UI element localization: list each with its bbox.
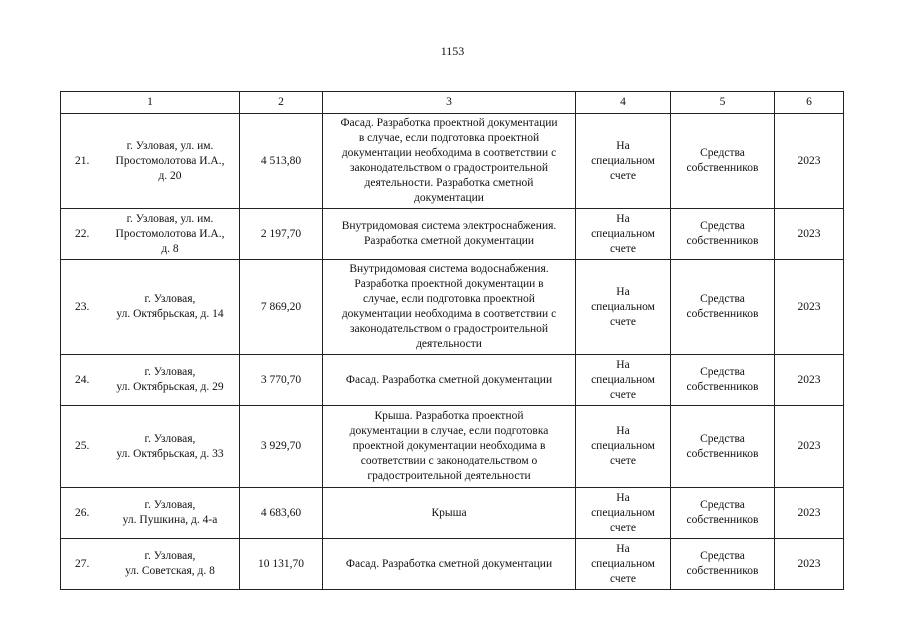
method-line: На bbox=[616, 139, 630, 152]
method-cell bbox=[576, 209, 671, 260]
method-line: специальном bbox=[591, 506, 655, 519]
cost-cell: 7 869,20 bbox=[240, 260, 323, 355]
row-number: 21. bbox=[75, 154, 90, 167]
work-line: документации необходима в соответствии с bbox=[341, 308, 557, 320]
work-line: градостроительной деятельности bbox=[367, 470, 531, 482]
table-row bbox=[61, 406, 844, 488]
source-line: Средства bbox=[700, 550, 745, 562]
method-line: На bbox=[616, 285, 630, 298]
address-cell bbox=[61, 209, 240, 260]
header-row bbox=[61, 92, 844, 114]
row-number: 22. bbox=[75, 227, 90, 240]
address-line: г. Узловая, bbox=[144, 366, 196, 378]
method-cell bbox=[576, 539, 671, 590]
source-line: Средства bbox=[700, 147, 745, 159]
source-line: Средства bbox=[700, 366, 745, 378]
source-line: Средства bbox=[700, 432, 745, 445]
method-cell bbox=[576, 488, 671, 539]
source-line: собственников bbox=[686, 447, 759, 460]
source-cell bbox=[671, 406, 775, 488]
work-line: Фасад. Разработка сметной документации bbox=[345, 373, 553, 386]
address-line: Простомолотова И.А., bbox=[115, 154, 225, 167]
address-line: ул. Пушкина, д. 4-а bbox=[122, 514, 218, 526]
method-line: специальном bbox=[591, 300, 655, 313]
address-cell bbox=[61, 539, 240, 590]
work-line: деятельности bbox=[416, 338, 482, 350]
address-line: г. Узловая, bbox=[144, 550, 196, 562]
row-number: 26. bbox=[75, 506, 90, 519]
address-line: д. 8 bbox=[161, 242, 179, 255]
address-cell bbox=[61, 406, 240, 488]
method-line: счете bbox=[610, 388, 636, 401]
work-line: в случае, если подготовка проектной bbox=[358, 132, 540, 144]
cost-cell: 3 770,70 bbox=[240, 355, 323, 406]
row-number: 23. bbox=[75, 300, 90, 313]
work-line: Фасад. Разработка сметной документации bbox=[345, 557, 553, 570]
method-line: счете bbox=[610, 521, 636, 534]
method-line: счете bbox=[610, 315, 636, 328]
work-cell bbox=[323, 209, 576, 260]
year-cell: 2023 bbox=[775, 488, 844, 539]
year-cell: 2023 bbox=[775, 539, 844, 590]
work-cell bbox=[323, 539, 576, 590]
work-line: законодательством о градостроительной bbox=[349, 162, 549, 174]
method-line: На bbox=[616, 425, 630, 437]
address-line: ул. Октябрьская, д. 33 bbox=[116, 447, 224, 460]
source-cell bbox=[671, 488, 775, 539]
table-row bbox=[61, 488, 844, 539]
column-header: 6 bbox=[775, 92, 844, 114]
address-text bbox=[105, 212, 235, 257]
method-cell bbox=[576, 355, 671, 406]
work-cell bbox=[323, 260, 576, 355]
work-line: законодательством о градостроительной bbox=[349, 323, 549, 335]
source-line: Средства bbox=[700, 293, 745, 305]
work-line: Крыша. Разработка проектной bbox=[374, 410, 524, 422]
method-line: счете bbox=[610, 572, 636, 585]
work-cell bbox=[323, 406, 576, 488]
source-line: собственников bbox=[686, 381, 759, 393]
column-header: 5 bbox=[671, 92, 775, 114]
address-cell bbox=[61, 260, 240, 355]
address-cell bbox=[61, 488, 240, 539]
year-cell: 2023 bbox=[775, 114, 844, 209]
method-cell bbox=[576, 406, 671, 488]
address-cell bbox=[61, 114, 240, 209]
source-line: собственников bbox=[686, 162, 759, 174]
work-cell bbox=[323, 355, 576, 406]
column-header: 3 bbox=[323, 92, 576, 114]
work-line: проектной документации необходима в bbox=[352, 440, 546, 452]
address-line: ул. Октябрьская, д. 14 bbox=[116, 308, 224, 320]
work-line: случае, если подготовка проектной bbox=[363, 293, 535, 305]
year-cell: 2023 bbox=[775, 209, 844, 260]
row-number: 27. bbox=[75, 557, 90, 570]
address-line: г. Узловая, ул. им. bbox=[126, 212, 214, 225]
cost-cell: 2 197,70 bbox=[240, 209, 323, 260]
row-number: 24. bbox=[75, 373, 90, 386]
method-cell bbox=[576, 260, 671, 355]
column-header: 1 bbox=[61, 92, 240, 114]
address-text bbox=[105, 139, 235, 184]
method-line: специальном bbox=[591, 373, 655, 386]
source-cell bbox=[671, 355, 775, 406]
table-row bbox=[61, 355, 844, 406]
method-line: На bbox=[616, 212, 630, 225]
method-line: счете bbox=[610, 242, 636, 255]
work-line: Внутридомовая система электроснабжения. bbox=[341, 220, 557, 232]
source-line: собственников bbox=[686, 308, 759, 320]
work-line: Внутридомовая система водоснабжения. bbox=[349, 263, 549, 275]
work-line: документации необходима в соответствии с bbox=[341, 147, 557, 159]
cost-cell: 4 513,80 bbox=[240, 114, 323, 209]
column-header: 4 bbox=[576, 92, 671, 114]
method-line: счете bbox=[610, 169, 636, 182]
address-text bbox=[105, 432, 235, 462]
method-line: специальном bbox=[591, 557, 655, 570]
source-line: собственников bbox=[686, 514, 759, 526]
year-cell: 2023 bbox=[775, 355, 844, 406]
table-row bbox=[61, 114, 844, 209]
method-line: специальном bbox=[591, 227, 655, 240]
page-number: 1153 bbox=[440, 44, 465, 58]
address-line: г. Узловая, bbox=[144, 499, 196, 511]
year-cell: 2023 bbox=[775, 406, 844, 488]
address-line: г. Узловая, ул. им. bbox=[126, 139, 214, 152]
address-line: г. Узловая, bbox=[144, 293, 196, 305]
source-cell bbox=[671, 539, 775, 590]
address-line: г. Узловая, bbox=[144, 432, 196, 445]
table-row bbox=[61, 539, 844, 590]
method-cell bbox=[576, 114, 671, 209]
address-line: Простомолотова И.А., bbox=[115, 227, 225, 240]
work-line: соответствии с законодательством о bbox=[360, 455, 538, 467]
table-row bbox=[61, 209, 844, 260]
method-line: специальном bbox=[591, 440, 655, 452]
address-text bbox=[105, 549, 235, 579]
year-cell: 2023 bbox=[775, 260, 844, 355]
source-cell bbox=[671, 260, 775, 355]
work-cell bbox=[323, 114, 576, 209]
address-cell bbox=[61, 355, 240, 406]
row-number: 25. bbox=[75, 440, 90, 452]
method-line: На bbox=[616, 358, 630, 371]
address-text bbox=[105, 292, 235, 322]
column-header: 2 bbox=[240, 92, 323, 114]
registry-table bbox=[60, 91, 844, 590]
work-line: Разработка сметной документации bbox=[363, 235, 535, 247]
method-line: счете bbox=[610, 455, 636, 467]
source-line: Средства bbox=[700, 220, 745, 232]
source-line: собственников bbox=[686, 235, 759, 247]
method-line: На bbox=[616, 491, 630, 504]
address-text bbox=[105, 498, 235, 528]
address-text bbox=[105, 365, 235, 395]
work-line: Фасад. Разработка проектной документации bbox=[340, 117, 558, 129]
work-line: Разработка проектной документации в bbox=[354, 278, 544, 290]
address-line: д. 20 bbox=[158, 169, 182, 182]
cost-cell: 3 929,70 bbox=[240, 406, 323, 488]
source-line: собственников bbox=[686, 565, 759, 577]
cost-cell: 4 683,60 bbox=[240, 488, 323, 539]
work-line: Крыша bbox=[431, 506, 467, 519]
work-line: документации в случае, если подготовка bbox=[349, 425, 549, 437]
cost-cell: 10 131,70 bbox=[240, 539, 323, 590]
address-line: ул. Советская, д. 8 bbox=[125, 565, 215, 577]
source-cell bbox=[671, 209, 775, 260]
method-line: специальном bbox=[591, 154, 655, 167]
work-line: документации bbox=[414, 192, 484, 204]
source-line: Средства bbox=[700, 499, 745, 511]
source-cell bbox=[671, 114, 775, 209]
work-cell bbox=[323, 488, 576, 539]
table-row bbox=[61, 260, 844, 355]
address-line: ул. Октябрьская, д. 29 bbox=[116, 381, 224, 393]
method-line: На bbox=[616, 542, 630, 555]
work-line: деятельности. Разработка сметной bbox=[364, 177, 534, 189]
